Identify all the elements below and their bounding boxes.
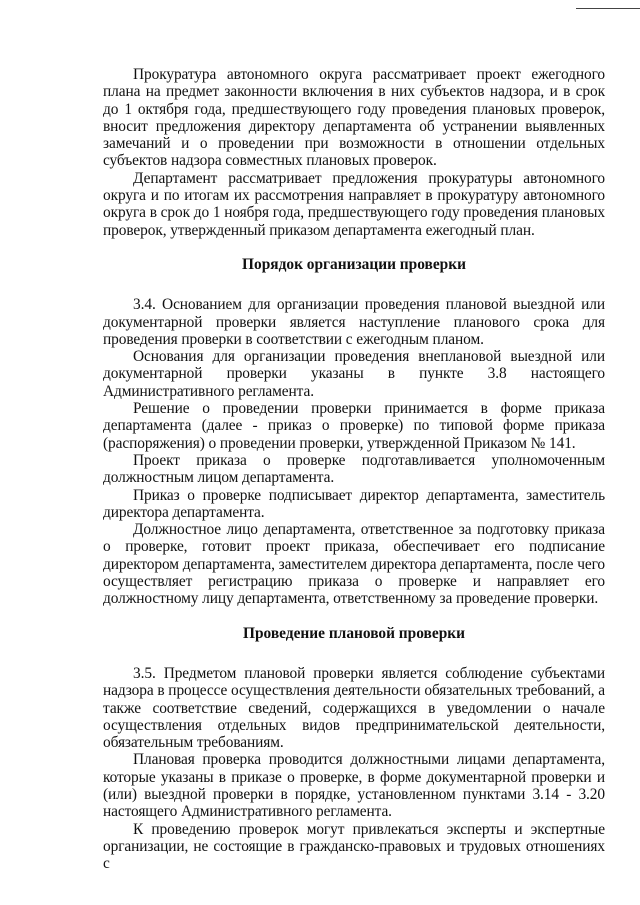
top-rule <box>576 8 640 9</box>
paragraph: Проект приказа о проверке подготавливается уполномоченным должностным лицом департамента. <box>103 451 605 487</box>
paragraph: Приказ о проверке подписывает директор департамента, заместитель директора департамента. <box>103 486 605 521</box>
paragraph: Плановая проверка проводится должностными лицами департамента, которые указаны в приказе о проверке, в форме документарной проверки и (или) выездной проверки в порядке, установленном пунктами 3.14 - 3.20 настоящего Административного регламента. <box>103 751 605 821</box>
paragraph: Должностное лицо департамента, ответственное за подготовку приказа о проверке, готовит проект приказа, обеспечивает его подписание директором департамента, заместителем директора департамента, после чего осуществляет регистрацию приказа о проверке и направляет его должностному лицу департамента, ответственному за проведение проверки. <box>103 521 605 608</box>
document-body <box>103 66 605 872</box>
paragraph: Прокуратура автономного округа рассматривает проект ежегодного плана на предмет законности включения в них субъектов надзора, и в срок до 1 октября года, предшествующего году проведения плановых проверок, вносит предложения директору департамента об устранении выявленных замечаний и о проведении при возможности в отношении отдельных субъектов надзора совместных плановых проверок. <box>103 66 605 170</box>
section-heading-planned-inspection: Проведение плановой проверки <box>243 624 465 642</box>
paragraph: 3.5. Предметом плановой проверки является соблюдение субъектами надзора в процессе осуществления деятельности обязательных требований, а также соответствие сведений, содержащихся в уведомлении о начале осуществления отдельных видов предпринимательской деятельности, обязательным требованиям. <box>103 664 605 752</box>
paragraph: Основания для организации проведения внеплановой выездной или документарной проверки указаны в пункте 3.8 настоящего Административного регламента. <box>103 348 605 400</box>
paragraph: Департамент рассматривает предложения прокуратуры автономного округа и по итогам их рассмотрения направляет в прокуратуру автономного округа в срок до 1 ноября года, предшествующего году проведения плановых проверок, утвержденный приказом департамента ежегодный план. <box>103 169 605 239</box>
paragraph: Решение о проведении проверки принимается в форме приказа департамента (далее - приказ о проверке) по типовой форме приказа (распоряжения) о проведении проверки, утвержденной Приказом № 141. <box>103 400 605 452</box>
section-heading-organization: Порядок организации проверки <box>242 255 466 273</box>
paragraph: 3.4. Основанием для организации проведения плановой выездной или документарной проверки является наступление планового срока для проведения проверки в соответствии с ежегодным планом. <box>103 296 605 348</box>
paragraph: К проведению проверок могут привлекаться эксперты и экспертные организации, не состоящие в гражданско-правовых и трудовых отношениях с <box>103 820 605 873</box>
